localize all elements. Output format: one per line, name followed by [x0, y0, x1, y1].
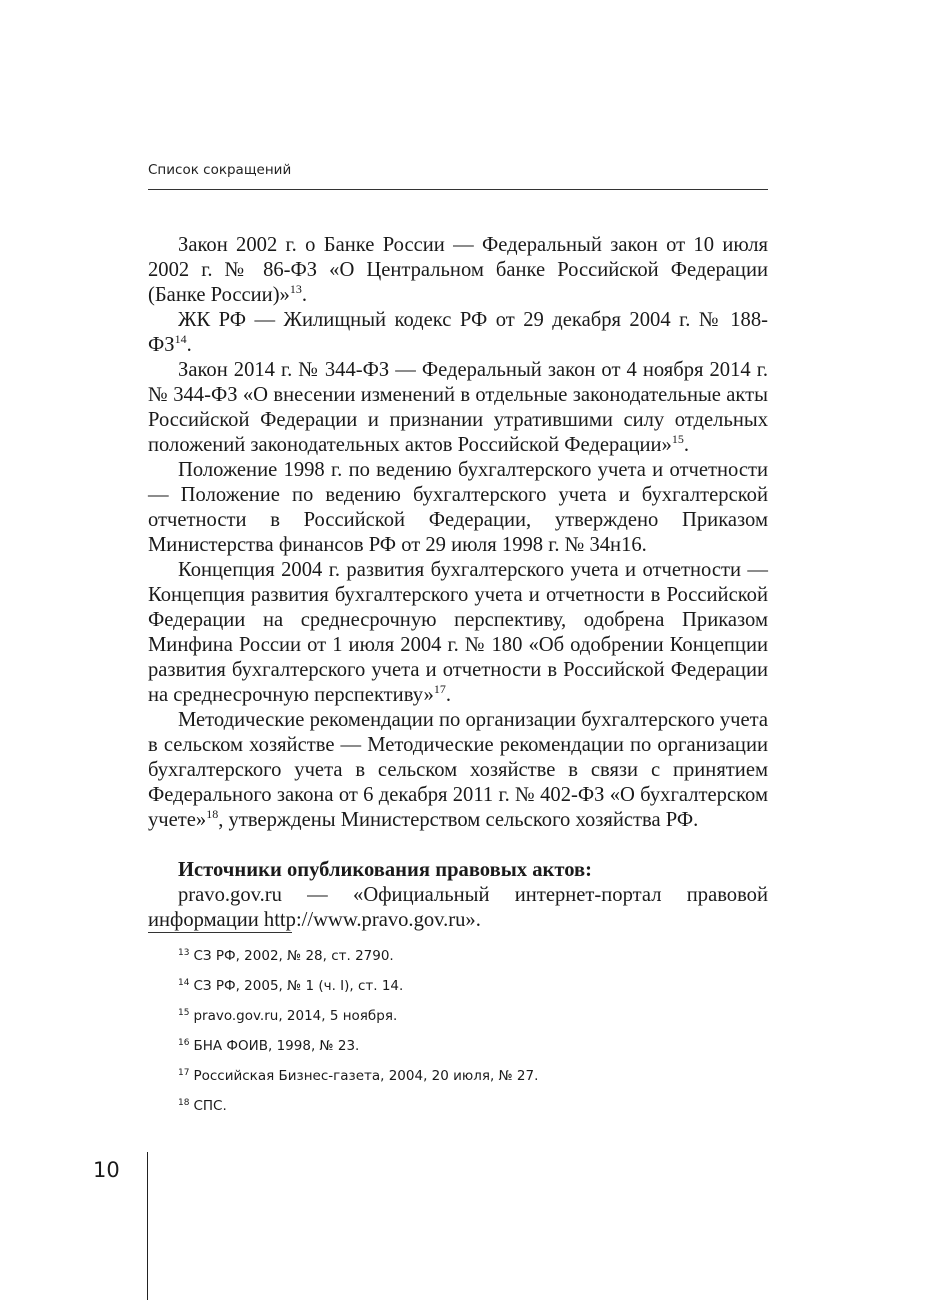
- footnote-ref: 15: [671, 432, 684, 447]
- abbreviation-entry: [148, 458, 768, 558]
- footnote-text: Российская Бизнес-газета, 2004, 20 июля, № 27.: [193, 1068, 539, 1084]
- footnote-number: 17: [178, 1067, 190, 1078]
- entry-text: Положение 1998 г. по ведению бухгалтерского учета и отчетности — Положение по ведению бухгалтерского учета и бухгалтерской отчетности в Российской Федерации, утверждено Приказом Министерства финансов РФ от 29 июля 1998 г. № 34н16.: [148, 459, 768, 556]
- footnote-number: 14: [178, 977, 190, 988]
- footnote-text: СЗ РФ, 2005, № 1 (ч. I), ст. 14.: [193, 978, 404, 994]
- footnote-text: СЗ РФ, 2002, № 28, ст. 2790.: [193, 948, 394, 964]
- abbreviation-entry: [148, 558, 768, 708]
- footnote-text: СПС.: [193, 1098, 227, 1114]
- footnote: [178, 1064, 758, 1094]
- footnote-number: 15: [178, 1007, 190, 1018]
- entry-tail: .: [301, 284, 308, 306]
- footnote-ref: 18: [206, 807, 219, 822]
- abbreviation-entry: [148, 233, 768, 308]
- footnote-text: БНА ФОИВ, 1998, № 23.: [193, 1038, 360, 1054]
- abbreviation-entry: [148, 708, 768, 833]
- footnote-separator: [148, 932, 292, 933]
- abbreviation-entry: [148, 308, 768, 358]
- footnote-text: pravo.gov.ru, 2014, 5 ноября.: [193, 1008, 398, 1024]
- entry-tail: .: [445, 684, 451, 706]
- entry-text: Закон 2002 г. о Банке России — Федеральный закон от 10 июля 2002 г. № 86-ФЗ «О Центральном банке Российской Федерации (Банке России)»: [148, 234, 768, 306]
- footnote: [178, 944, 758, 974]
- entry-tail: .: [186, 334, 192, 356]
- footnote-ref: 13: [289, 282, 302, 297]
- abbreviation-entry: [148, 358, 768, 458]
- main-text: [148, 233, 768, 933]
- footnote-number: 13: [178, 947, 190, 958]
- entry-tail: , утверждены Министерством сельского хозяйства РФ.: [218, 809, 699, 831]
- running-head: Список сокращений: [148, 162, 292, 178]
- sources-entry: pravo.gov.ru — «Официальный интернет-портал правовой информации http://www.pravo.gov.ru».: [148, 884, 768, 931]
- page-number: 10: [93, 1158, 120, 1182]
- margin-rule: [147, 1152, 148, 1300]
- entry-text: Концепция 2004 г. развития бухгалтерского учета и отчетности — Концепция развития бухгалтерского учета и отчетности в Российской Федерации на среднесрочную перспективу, одобрена Приказом Минфина России от 1 июля 2004 г. № 180 «Об одобрении Концепции развития бухгалтерского учета и отчетности в Российской Федерации на среднесрочную перспективу»: [148, 559, 768, 706]
- sources-heading: Источники опубликования правовых актов:: [178, 859, 592, 881]
- footnote: [178, 1094, 758, 1124]
- footnote: [178, 1034, 758, 1064]
- footnote-number: 18: [178, 1097, 190, 1108]
- footnote-ref: 17: [433, 682, 446, 697]
- section-spacer: [148, 833, 768, 858]
- footnotes: [178, 944, 758, 1124]
- entry-text: Методические рекомендации по организации бухгалтерского учета в сельском хозяйстве — Методические рекомендации по организации бухгалтерского учета в сельском хозяйстве в связи с принятием Федерального закона от 6 декабря 2011 г. № 402-ФЗ «О бухгалтерском учете»: [148, 709, 768, 831]
- entry-text: ЖК РФ — Жилищный кодекс РФ от 29 декабря 2004 г. № 188-ФЗ: [148, 309, 768, 356]
- footnote-ref: 14: [174, 332, 187, 347]
- footnote: [178, 1004, 758, 1034]
- footnote: [178, 974, 758, 1004]
- entry-text: Закон 2014 г. № 344-ФЗ — Федеральный закон от 4 ноября 2014 г. № 344-ФЗ «О внесении изменений в отдельные законодательные акты Российской Федерации и признании утратившими силу отдельных положений законодательных актов Российской Федерации»: [148, 359, 768, 456]
- header-rule: [148, 189, 768, 190]
- footnote-number: 16: [178, 1037, 190, 1048]
- entry-tail: .: [683, 434, 689, 456]
